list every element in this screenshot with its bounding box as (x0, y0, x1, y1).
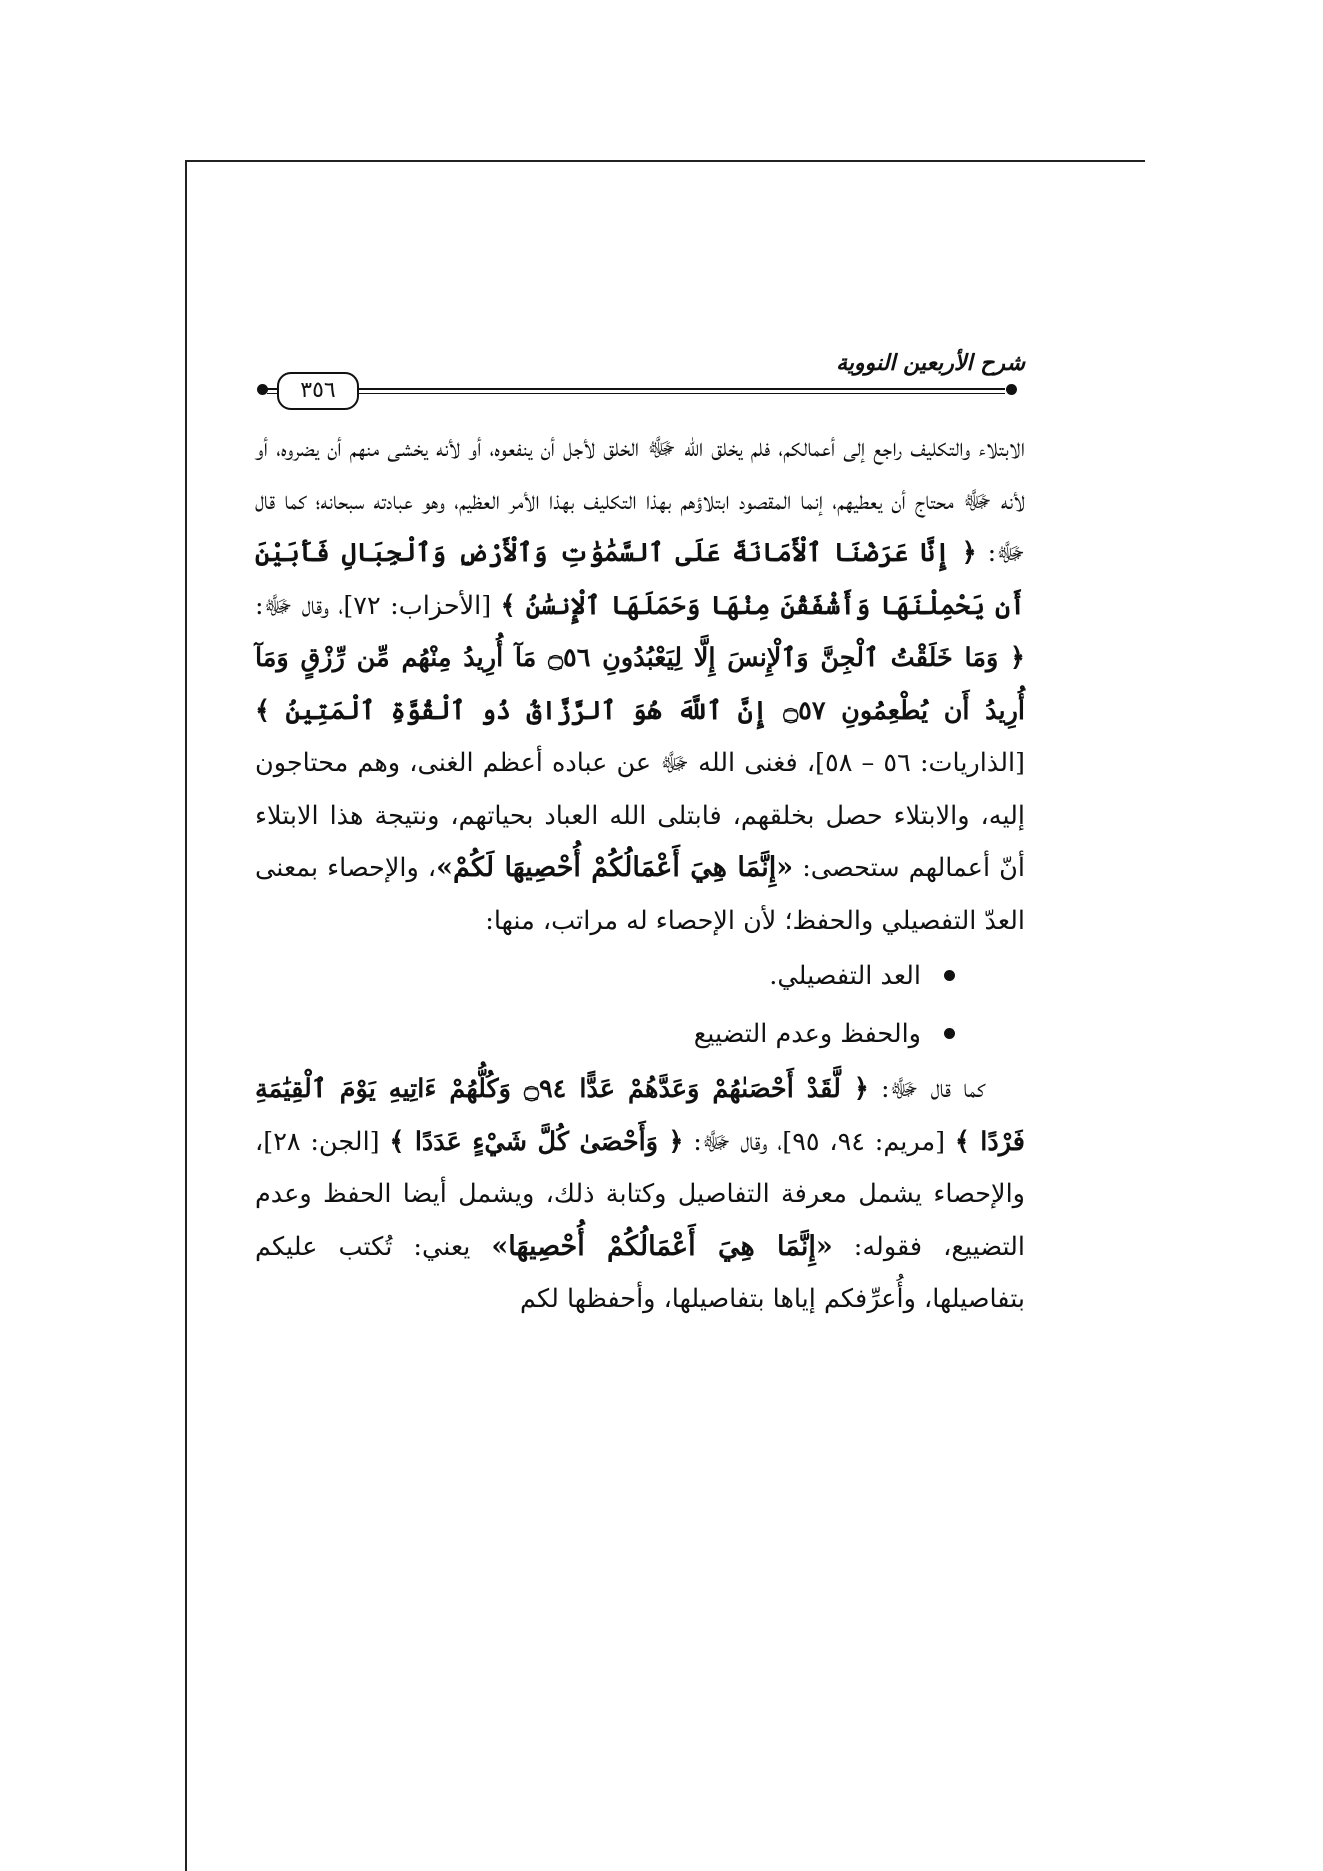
reference-maryam: [مريم: ٩٤، ٩٥]، (767, 1126, 955, 1157)
book-page (255, 350, 1025, 1800)
paragraph-2-text-4: يعني: تُكتب عليكم بتفاصيلها، وأُعرِّفكم إياها بتفاصيلها، وأحفظها لكم (255, 1231, 1025, 1314)
paragraph-1 (255, 422, 1025, 947)
reference-jinn: [الجن: ٢٨]، (255, 1126, 390, 1157)
header-rule-thin (267, 393, 1005, 394)
paragraph-1-text-2: وقال ﷻ: (255, 590, 330, 621)
quran-verse-jinn: ﴿ وَأَحْصَىٰ كُلَّ شَيْءٍ عَدَدًا ﴾ (389, 1126, 684, 1157)
hadith-quote-2: «إِنَّمَا هِيَ أَعْمَالُكُمْ أُحْصِيهَا» (491, 1230, 833, 1262)
quran-verse-maryam: ﴿ لَّقَدْ أَحْصَىٰهُمْ وَعَدَّهُمْ عَدًّا ۝٩٤ وَكُلُّهُمْ ءَاتِيهِ يَوْمَ ٱلْقِيَٰمَةِ فَرْدًا ﴾ (255, 1074, 1025, 1157)
header-ornament-dot-right (1006, 384, 1017, 395)
reference-ahzab: [الأحزاب: ٧٢]، (329, 590, 501, 621)
running-title: شرح الأربعين النووية (836, 350, 1025, 376)
paragraph-1-text: الابتلاء والتكليف راجع إلى أعمالكم، فلم يخلق الله ﷻ الخلق لأجل أن ينفعوه، أو لأنه يخشى منهم أن يضروه، أو لأنه ﷻ محتاج أن يعطيهم، إنما المقصود ابتلاؤهم بهذا التكليف بهذا الأمر العظيم، وهو عبادته سبحانه؛ كما قال ﷻ: (255, 433, 1026, 568)
paragraph-2-text-2: وقال ﷻ: (683, 1126, 768, 1157)
reference-dhariyat: [الذاريات: ٥٦ – ٥٨]، (797, 748, 1025, 778)
paragraph-2-text: كما قال ﷻ: (868, 1074, 985, 1104)
paragraph-2-text-3: والإحصاء يشمل معرفة التفاصيل وكتابة ذلك، ويشمل أيضا الحفظ وعدم التضييع، فقوله: (255, 1179, 1025, 1262)
list-item (255, 1005, 955, 1063)
header-rule (267, 388, 1005, 390)
page-number: ٣٥٦ (277, 372, 359, 410)
paragraph-1-text-4: ، والإحصاء بمعنى العدّ التفصيلي والحفظ؛ لأن الإحصاء له مراتب، منها: (255, 853, 1025, 936)
page-body (255, 422, 1025, 1326)
bullet-icon (944, 1028, 955, 1039)
quran-verse-dhariyat: ﴿ وَمَا خَلَقْتُ ٱلْجِنَّ وَٱلْإِنسَ إِلَّا لِيَعْبُدُونِ ۝٥٦ مَآ أُرِيدُ مِنْهُم مِّن رِّزْقٍ وَمَآ أُرِيدُ أَن يُطْعِمُونِ ۝٥٧ إِنَّ ٱللَّهَ هُوَ ٱلرَّزَّاقُ ذُو ٱلْقُوَّةِ ٱلْمَتِينُ ﴾ (255, 643, 1025, 726)
paragraph-2 (255, 1063, 1025, 1326)
quran-verse-ahzab: ﴿ إِنَّا عَرَضْنَا ٱلْأَمَانَةَ عَلَى ٱلسَّمَٰوَٰتِ وَٱلْأَرْضِ وَٱلْجِبَالِ فَأَبَيْنَ أَن يَحْمِلْنَهَا وَأَشْفَقْنَ مِنْهَا وَحَمَلَهَا ٱلْإِنسَٰنُ ﴾ (255, 538, 1026, 621)
header-ornament-dot-left (257, 384, 268, 395)
hadith-quote-1: «إِنَّمَا هِيَ أَعْمَالُكُمْ أُحْصِيهَا لَكُمْ» (436, 852, 794, 883)
page-header (255, 350, 1025, 414)
paragraph-1-text-3: فغنى الله ﷻ عن عباده أعظم الغنى، وهم محتاجون إليه، والابتلاء حصل بخلقهم، فابتلى الله العباد بحياتهم، ونتيجة هذا الابتلاء أنّ أعمالهم ستحصى: (255, 748, 1025, 883)
list-item (255, 947, 955, 1005)
bullet-icon (944, 970, 955, 981)
list-item-text: والحفظ وعدم التضييع (693, 1019, 921, 1049)
list-item-text: العد التفصيلي. (769, 961, 921, 991)
scan-border-left (185, 160, 187, 1871)
bullet-list (255, 947, 1025, 1063)
scan-border-top (185, 160, 1145, 162)
